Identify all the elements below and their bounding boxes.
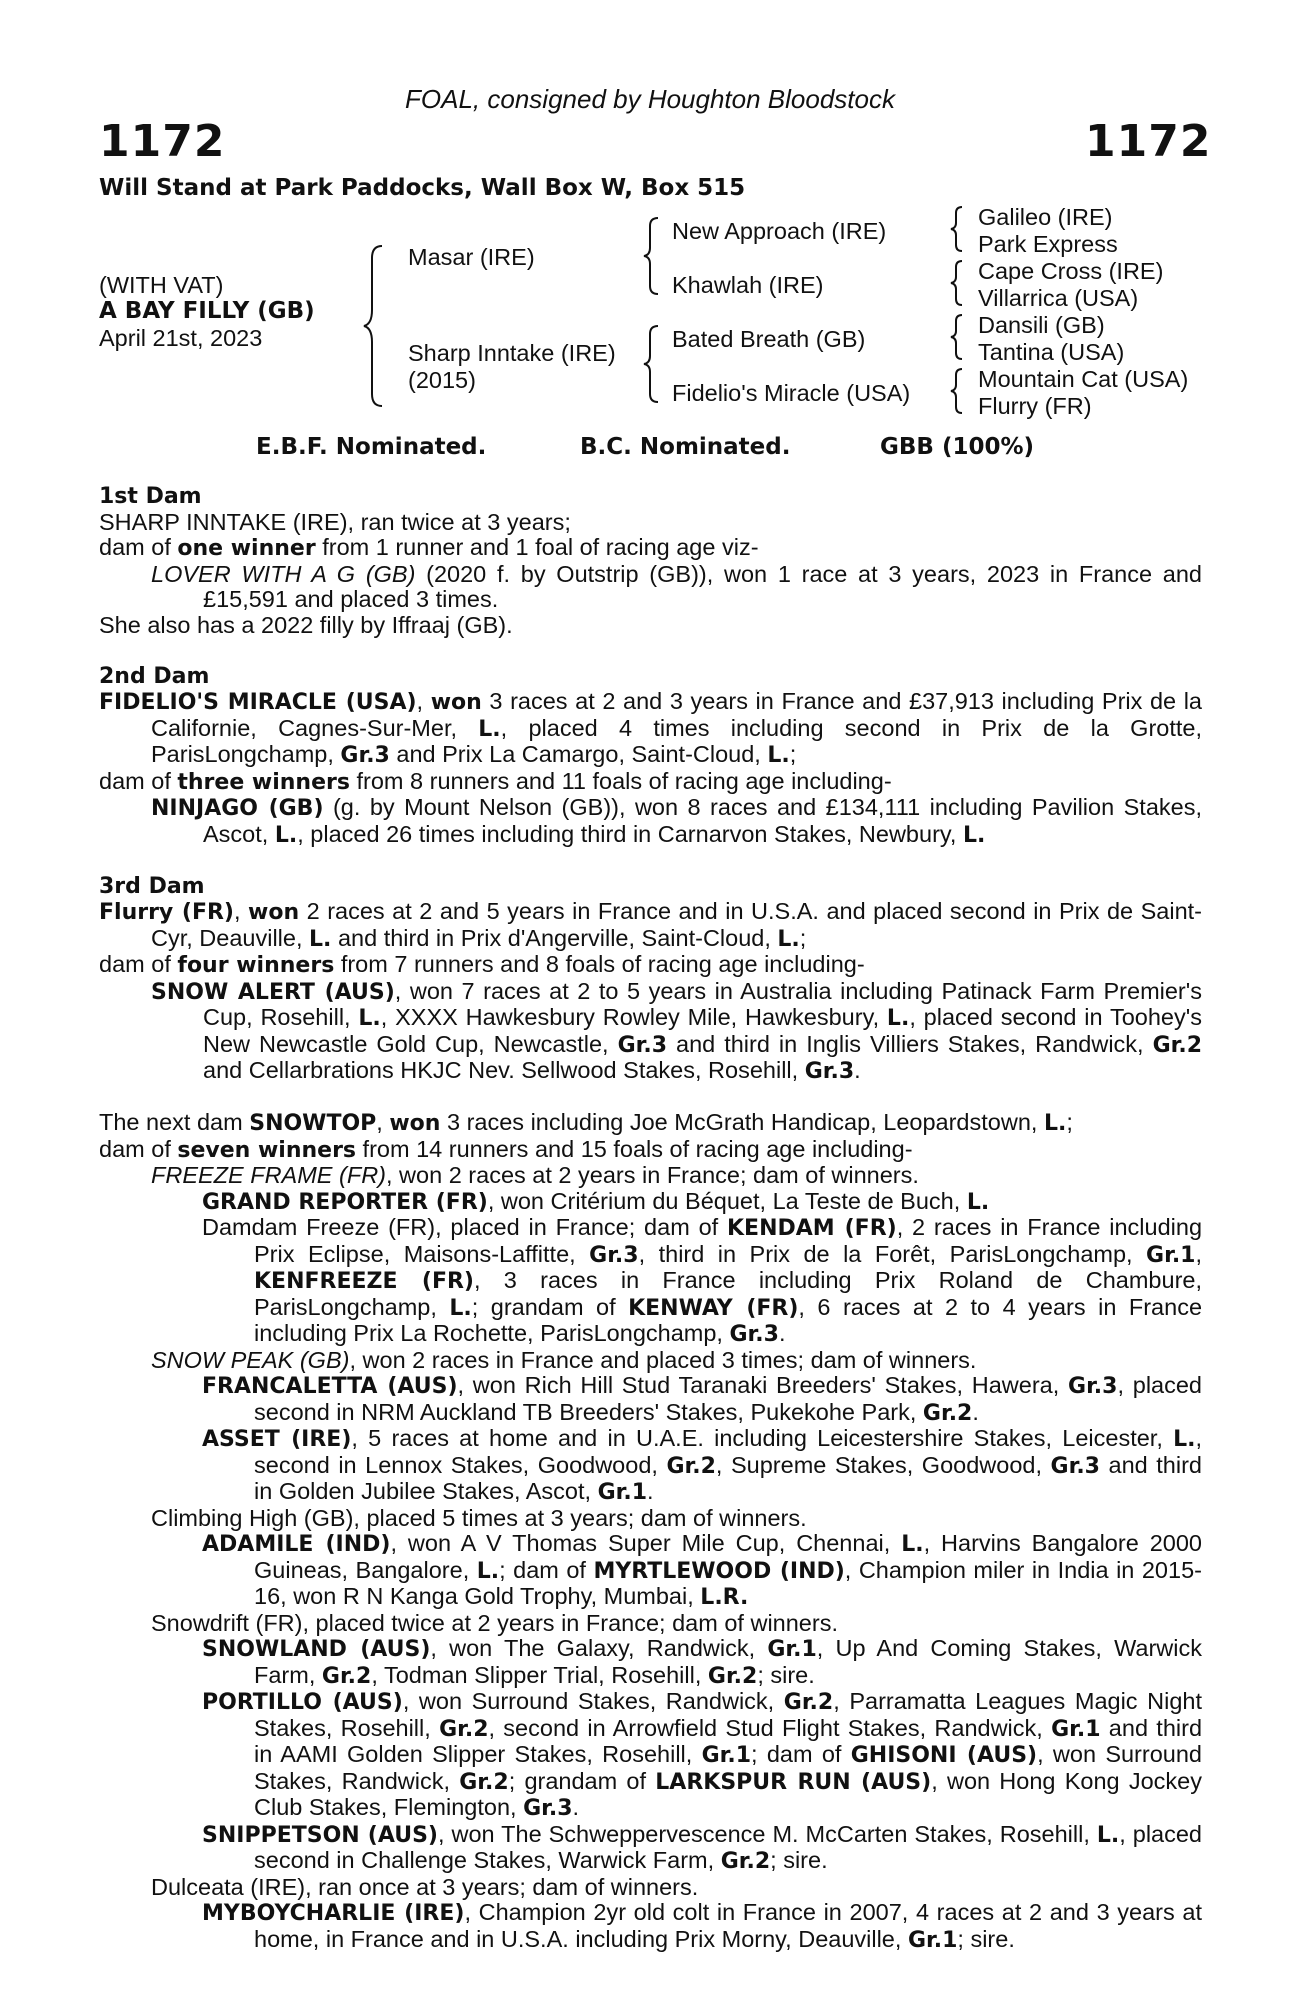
next-dam-produce: ADAMILE (IND), won A V Thomas Super Mile Cup, Chennai, L., Harvins Bangalore 2000 Guineas, Bangalore, L.; dam of MYRTLEWOOD (IND), Champion miler in India in 2015-16, won R N Kanga Gold Trophy, Mumbai, L.R. — [202, 1530, 1202, 1610]
first-dam-para: dam of one winner from 1 runner and 1 foal of racing age viz- — [99, 534, 759, 561]
bc-nomination: B.C. Nominated. — [580, 434, 791, 460]
next-dam-para: dam of seven winners from 14 runners and 15 foals of racing age including- — [99, 1135, 913, 1163]
next-dam-produce: FRANCALETTA (AUS), won Rich Hill Stud Taranaki Breeders' Stakes, Hawera, Gr.3, placed second in NRM Auckland TB Breeders' Stakes, Pukekohe Park, Gr.2. — [202, 1372, 1202, 1426]
third-dam-heading: 3rd Dam — [99, 873, 205, 899]
third-dam-produce: SNOW ALERT (AUS), won 7 races at 2 to 5 years in Australia including Patinack Farm Premier's Cup, Rosehill, L., XXXX Hawkesbury Rowley Mile, Hawkesbury, L., placed second in Toohey's New Newcastle Gold Cup, Newcastle, Gr.3 and third in Inglis Villiers Stakes, Randwick, Gr.2 and Cellarbrations HKJC Nev. Sellwood Stakes, Rosehill, Gr.3. — [151, 977, 1203, 1084]
third-dam-para: dam of four winners from 7 runners and 8 foals of racing age including- — [99, 951, 865, 978]
next-dam-produce: Dulceata (IRE), ran once at 3 years; dam of winners. — [151, 1873, 699, 1900]
second-dam-para: dam of three winners from 8 runners and 11 foals of racing age including- — [99, 767, 892, 795]
foaling-date: April 21st, 2023 — [99, 325, 263, 351]
next-dam-produce: Climbing High (GB), placed 5 times at 3 years; dam of winners. — [151, 1504, 807, 1531]
next-dam-produce: GRAND REPORTER (FR), won Critérium du Béquet, La Teste de Buch, L. — [202, 1187, 990, 1215]
next-dam-produce: SNOW PEAK (GB), won 2 races in France and placed 3 times; dam of winners. — [151, 1346, 977, 1373]
dam-sire: Bated Breath (GB) — [672, 326, 866, 352]
consignment-line: FOAL, consigned by Houghton Bloodstock — [405, 84, 895, 114]
ped-g3-8: Flurry (FR) — [978, 393, 1092, 419]
pedigree-brace-g3-2 — [948, 258, 970, 308]
dam-year: (2015) — [408, 367, 476, 393]
dam-name: Sharp Inntake (IRE) — [408, 340, 616, 366]
second-dam-produce: NINJAGO (GB) (g. by Mount Nelson (GB)), won 8 races and £134,111 including Pavilion Stakes, Ascot, L., placed 26 times including third in Carnarvon Stakes, Newbury, L. — [151, 794, 1202, 848]
ped-g3-6: Tantina (USA) — [978, 339, 1125, 365]
lot-number-right: 1172 — [1085, 116, 1212, 167]
pedigree-brace-main — [360, 240, 400, 410]
next-dam-para: The next dam SNOWTOP, won 3 races including Joe McGrath Handicap, Leopardstown, L.; — [99, 1109, 1073, 1136]
ped-g3-5: Dansili (GB) — [978, 312, 1105, 338]
next-dam-produce: FREEZE FRAME (FR), won 2 races at 2 years in France; dam of winners. — [151, 1162, 919, 1188]
dam-dam: Fidelio's Miracle (USA) — [672, 380, 911, 406]
pedigree-brace-dam — [640, 322, 668, 406]
second-dam-para: FIDELIO'S MIRACLE (USA), won 3 races at 2 and 3 years in France and £37,913 including Prix de la Californie, Cagnes-Sur-Mer, L., placed 4 times including second in Prix de la Grotte, ParisLongchamp, Gr.3 and Prix La Camargo, Saint-Cloud, L.; — [99, 688, 1203, 768]
third-dam-para: Flurry (FR), won 2 races at 2 and 5 years in France and in U.S.A. and placed second in Prix de Saint-Cyr, Deauville, L. and third in Prix d'Angerville, Saint-Cloud, L.; — [99, 898, 1202, 952]
stand-location: Will Stand at Park Paddocks, Wall Box W, Box 515 — [99, 175, 746, 201]
ebf-nomination: E.B.F. Nominated. — [256, 434, 487, 460]
pedigree-brace-g3-4 — [948, 366, 970, 416]
pedigree-brace-g3-1 — [948, 204, 970, 254]
next-dam-produce: ASSET (IRE), 5 races at home and in U.A.E. including Leicestershire Stakes, Leicester, L., second in Lennox Stakes, Goodwood, Gr.2, Supreme Stakes, Goodwood, Gr.3 and third in Golden Jubilee Stakes, Ascot, Gr.1. — [202, 1425, 1203, 1505]
next-dam-produce: SNOWLAND (AUS), won The Galaxy, Randwick, Gr.1, Up And Coming Stakes, Warwick Farm, Gr.2, Todman Slipper Trial, Rosehill, Gr.2; sire. — [202, 1635, 1202, 1689]
next-dam-produce: PORTILLO (AUS), won Surround Stakes, Randwick, Gr.2, Parramatta Leagues Magic Night Stakes, Rosehill, Gr.2, second in Arrowfield Stud Flight Stakes, Randwick, Gr.1 and third in AAMI Golden Slipper Stakes, Rosehill, Gr.1; dam of GHISONI (AUS), won Surround Stakes, Randwick, Gr.2; grandam of LARKSPUR RUN (AUS), won Hong Kong Jockey Club Stakes, Flemington, Gr.3. — [202, 1688, 1203, 1821]
next-dam-produce: SNIPPETSON (AUS), won The Schweppervescence M. McCarten Stakes, Rosehill, L., placed second in Challenge Stakes, Warwick Farm, Gr.2; sire. — [202, 1820, 1202, 1874]
first-dam-heading: 1st Dam — [99, 484, 202, 509]
next-dam-produce: Snowdrift (FR), placed twice at 2 years in France; dam of winners. — [151, 1609, 838, 1636]
second-dam-heading: 2nd Dam — [99, 663, 210, 689]
vat-note: (WITH VAT) — [99, 272, 224, 298]
sire-name: Masar (IRE) — [408, 244, 535, 270]
first-dam-produce: LOVER WITH A G (GB) (2020 f. by Outstrip (GB)), won 1 race at 3 years, 2023 in France and £15,591 and placed 3 times. — [151, 560, 1202, 612]
next-dam-produce: Damdam Freeze (FR), placed in France; dam of KENDAM (FR), 2 races in France including Prix Eclipse, Maisons-Laffitte, Gr.3, third in Prix de la Forêt, ParisLongchamp, Gr.1, KENFREEZE (FR), 3 races in France including Prix Roland de Chambure, ParisLongchamp, L.; grandam of KENWAY (FR), 6 races at 2 to 4 years in France including Prix La Rochette, ParisLongchamp, Gr.3. — [202, 1214, 1203, 1347]
first-dam-para: She also has a 2022 filly by Iffraaj (GB). — [99, 611, 513, 638]
ped-g3-3: Cape Cross (IRE) — [978, 258, 1164, 284]
sire-sire: New Approach (IRE) — [672, 218, 887, 244]
gbb-rating: GBB (100%) — [880, 434, 1035, 460]
catalogue-text — [99, 484, 1202, 1953]
ped-g3-1: Galileo (IRE) — [978, 204, 1113, 230]
next-dam-produce: MYBOYCHARLIE (IRE), Champion 2yr old colt in France in 2007, 4 races at 2 and 3 years at home, in France and in U.S.A. including Prix Morny, Deauville, Gr.1; sire. — [202, 1899, 1202, 1953]
pedigree-brace-g3-3 — [948, 312, 970, 362]
ped-g3-4: Villarrica (USA) — [978, 285, 1139, 311]
horse-name: A BAY FILLY (GB) — [99, 298, 315, 324]
first-dam-para: SHARP INNTAKE (IRE), ran twice at 3 years; — [99, 508, 571, 535]
ped-g3-2: Park Express — [978, 231, 1118, 257]
sire-dam: Khawlah (IRE) — [672, 272, 824, 298]
pedigree-brace-sire — [640, 214, 668, 298]
ped-g3-7: Mountain Cat (USA) — [978, 366, 1189, 392]
lot-number-left: 1172 — [99, 116, 226, 167]
